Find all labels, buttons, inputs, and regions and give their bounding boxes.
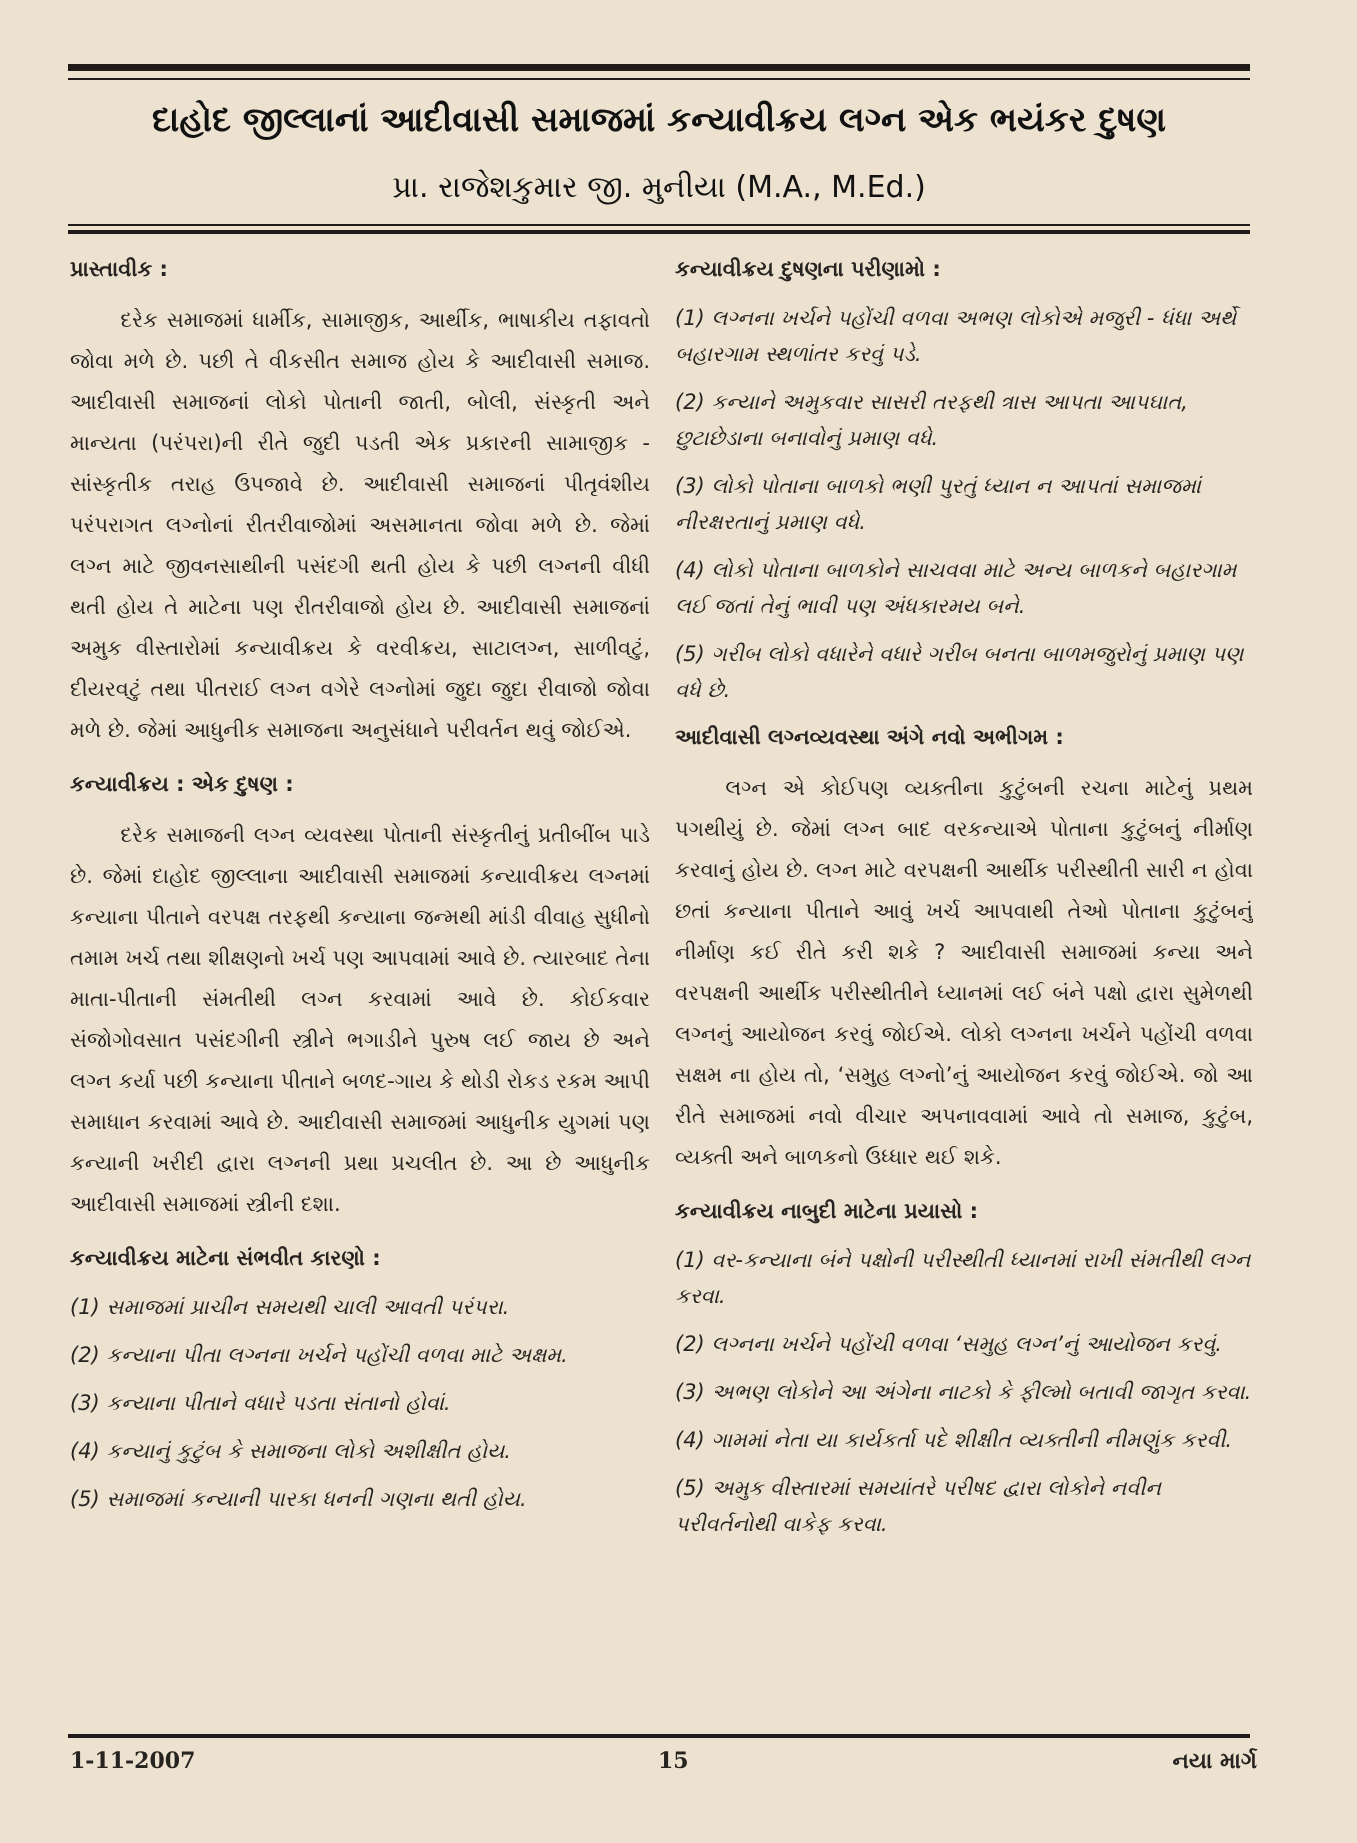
header-rule-thin: [68, 224, 1250, 226]
right-column: [675, 248, 1253, 1708]
effort-item: (5) અમુક વીસ્તારમાં સમયાંતરે પરીષદ દ્વારા લોકોને નવીન પરીવર્તનોથી વાકેફ કરવા.: [675, 1476, 1162, 1536]
effort-item: (4) ગામમાં નેતા યા કાર્યકર્તા પદે શીક્ષીત વ્યક્તીની નીમણુંક કરવી.: [675, 1428, 1233, 1452]
article-author: પ્રા. રાજેશકુમાર જી. મુનીયા (M.A., M.Ed.): [392, 170, 926, 205]
results-heading: કન્યાવીક્રય દુષણના પરીણામો :: [675, 257, 941, 281]
left-column: [70, 248, 650, 1708]
magazine-name: નયા માર્ગ: [1172, 1748, 1257, 1774]
intro-paragraph: દરેક સમાજમાં ધાર્મીક, સામાજીક, આર્થીક, ભાષાકીય તફાવતો જોવા મળે છે. પછી તે વીકસીત સમાજ હોય કે આદીવાસી સમાજ. આદીવાસી સમાજનાં લોકો પોતાની જાતી, બોલી, સંસ્કૃતી અને માન્યતા (પરંપરા)ની રીતે જુદી પડતી એક પ્રકારની સામાજીક - સાંસ્કૃતીક તરાહ ઉપજાવે છે. આદીવાસી સમાજનાં પીતૃવંશીય પરંપરાગત લગ્નોનાં રીતરીવાજોમાં અસમાનતા જોવા મળે છે. જેમાં લગ્ન માટે જીવનસાથીની પસંદગી થતી હોય કે પછી લગ્નની વીધી થતી હોય તે માટેના પણ રીતરીવાજો હોય છે. આદીવાસી સમાજનાં અમુક વીસ્તારોમાં કન્યાવીક્રય કે વરવીક્રય, સાટાલગ્ન, સાળીવટું, દીયરવટું તથા પીતરાઈ લગ્ન વગેરે લગ્નોમાં જુદા જુદા રીવાજો જોવા મળે છે. જેમાં આધુનીક સમાજના અનુસંધાને પરીવર્તન થવું જોઈએ.: [70, 308, 650, 742]
causes-heading: કન્યાવીક્રય માટેના સંભવીત કારણો :: [70, 1246, 381, 1270]
cause-item: (4) કન્યાનું કુટુંબ કે સમાજના લોકો અશીક્ષીત હોય.: [70, 1439, 511, 1463]
cause-item: (2) કન્યાના પીતા લગ્નના ખર્ચને પહોંચી વળવા માટે અક્ષમ.: [70, 1343, 568, 1367]
page-number: 15: [658, 1748, 689, 1774]
result-item: (4) લોકો પોતાના બાળકોને સાચવવા માટે અન્ય બાળકને બહારગામ લઈ જતાં તેનું ભાવી પણ અંધકારમય બને.: [675, 558, 1237, 618]
result-item: (1) લગ્નના ખર્ચને પહોંચી વળવા અભણ લોકોએ મજુરી - ધંધા અર્થે બહારગામ સ્થળાંતર કરવું પડે.: [675, 306, 1237, 366]
intro-heading: પ્રાસ્તાવીક :: [70, 257, 168, 281]
header-rule: [68, 230, 1250, 234]
cause-item: (3) કન્યાના પીતાને વધારે પડતા સંતાનો હોવાં.: [70, 1391, 451, 1415]
result-item: (5) ગરીબ લોકો વધારેને વધારે ગરીબ બનતા બાળમજુરોનું પ્રમાણ પણ વધે છે.: [675, 642, 1244, 702]
top-rule: [68, 64, 1250, 71]
approach-heading: આદીવાસી લગ્નવ્યવસ્થા અંગે નવો અભીગમ :: [675, 725, 1064, 749]
footer-rule: [68, 1734, 1250, 1738]
article-title: દાહોદ જીલ્લાનાં આદીવાસી સમાજમાં કન્યાવીક્રય લગ્ન એક ભયંકર દુષણ: [152, 100, 1166, 140]
effort-item: (3) અભણ લોકોને આ અંગેના નાટકો કે ફીલ્મો બતાવી જાગૃત કરવા.: [675, 1380, 1252, 1404]
effort-item: (1) વર-કન્યાના બંને પક્ષોની પરીસ્થીતી ધ્યાનમાં રાખી સંમતીથી લગ્ન કરવા.: [675, 1248, 1251, 1308]
footer-date: 1-11-2007: [70, 1748, 196, 1774]
efforts-heading: કન્યાવીક્રય નાબુદી માટેના પ્રયાસો :: [675, 1199, 979, 1223]
result-item: (2) કન્યાને અમુકવાર સાસરી તરફથી ત્રાસ આપતા આપઘાત, છુટાછેડાના બનાવોનું પ્રમાણ વધે.: [675, 390, 1188, 450]
approach-paragraph: લગ્ન એ કોઈપણ વ્યક્તીના કુટુંબની રચના માટેનું પ્રથમ પગથીયું છે. જેમાં લગ્ન બાદ વરકન્યાએ પોતાના કુટુંબનું નીર્માણ કરવાનું હોય છે. લગ્ન માટે વરપક્ષની આર્થીક પરીસ્થીતી સારી ન હોવા છતાં કન્યાના પીતાને આવું ખર્ચ આપવાથી તેઓ પોતાના કુટુંબનું નીર્માણ કઈ રીતે કરી શકે ? આદીવાસી સમાજમાં કન્યા અને વરપક્ષની આર્થીક પરીસ્થીતીને ધ્યાનમાં લઈ બંને પક્ષો દ્વારા સુમેળથી લગ્નનું આયોજન કરવું જોઈએ. લોકો લગ્નના ખર્ચને પહોંચી વળવા સક્ષમ ના હોય તો, ‘સમુહ લગ્નો’નું આયોજન કરવું જોઈએ. જો આ રીતે સમાજમાં નવો વીચાર અપનાવવામાં આવે તો સમાજ, કુટુંબ, વ્યક્તી અને બાળકનો ઉધ્ધાર થઈ શકે.: [675, 776, 1253, 1169]
evil-heading: કન્યાવીક્રય : એક દુષણ :: [70, 772, 294, 796]
result-item: (3) લોકો પોતાના બાળકો ભણી પુરતું ધ્યાન ન આપતાં સમાજમાં નીરક્ષરતાનું પ્રમાણ વધે.: [675, 474, 1201, 534]
evil-paragraph: દરેક સમાજની લગ્ન વ્યવસ્થા પોતાની સંસ્કૃતીનું પ્રતીબીંબ પાડે છે. જેમાં દાહોદ જીલ્લાના આદીવાસી સમાજમાં કન્યાવીક્રય લગ્નમાં કન્યાના પીતાને વરપક્ષ તરફથી કન્યાના જન્મથી માંડી વીવાહ સુધીનો તમામ ખર્ચ તથા શીક્ષણનો ખર્ચ પણ આપવામાં આવે છે. ત્યારબાદ તેના માતા-પીતાની સંમતીથી લગ્ન કરવામાં આવે છે. કોઈકવાર સંજોગોવસાત પસંદગીની સ્ત્રીને ભગાડીને પુરુષ લઈ જાય છે અને લગ્ન કર્યા પછી કન્યાના પીતાને બળદ-ગાય કે થોડી રોકડ રકમ આપી સમાધાન કરવામાં આવે છે. આદીવાસી સમાજમાં આધુનીક યુગમાં પણ કન્યાની ખરીદી દ્વારા લગ્નની પ્રથા પ્રચલીત છે. આ છે આધુનીક આદીવાસી સમાજમાં સ્ત્રીની દશા.: [70, 823, 650, 1216]
effort-item: (2) લગ્નના ખર્ચને પહોંચી વળવા ‘સમુહ લગ્ન’નું આયોજન કરવું.: [675, 1332, 1222, 1356]
cause-item: (5) સમાજમાં કન્યાની પારકા ધનની ગણના થતી હોય.: [70, 1487, 527, 1511]
cause-item: (1) સમાજમાં પ્રાચીન સમયથી ચાલી આવતી પરંપરા.: [70, 1295, 510, 1319]
top-rule-thin: [68, 78, 1250, 80]
